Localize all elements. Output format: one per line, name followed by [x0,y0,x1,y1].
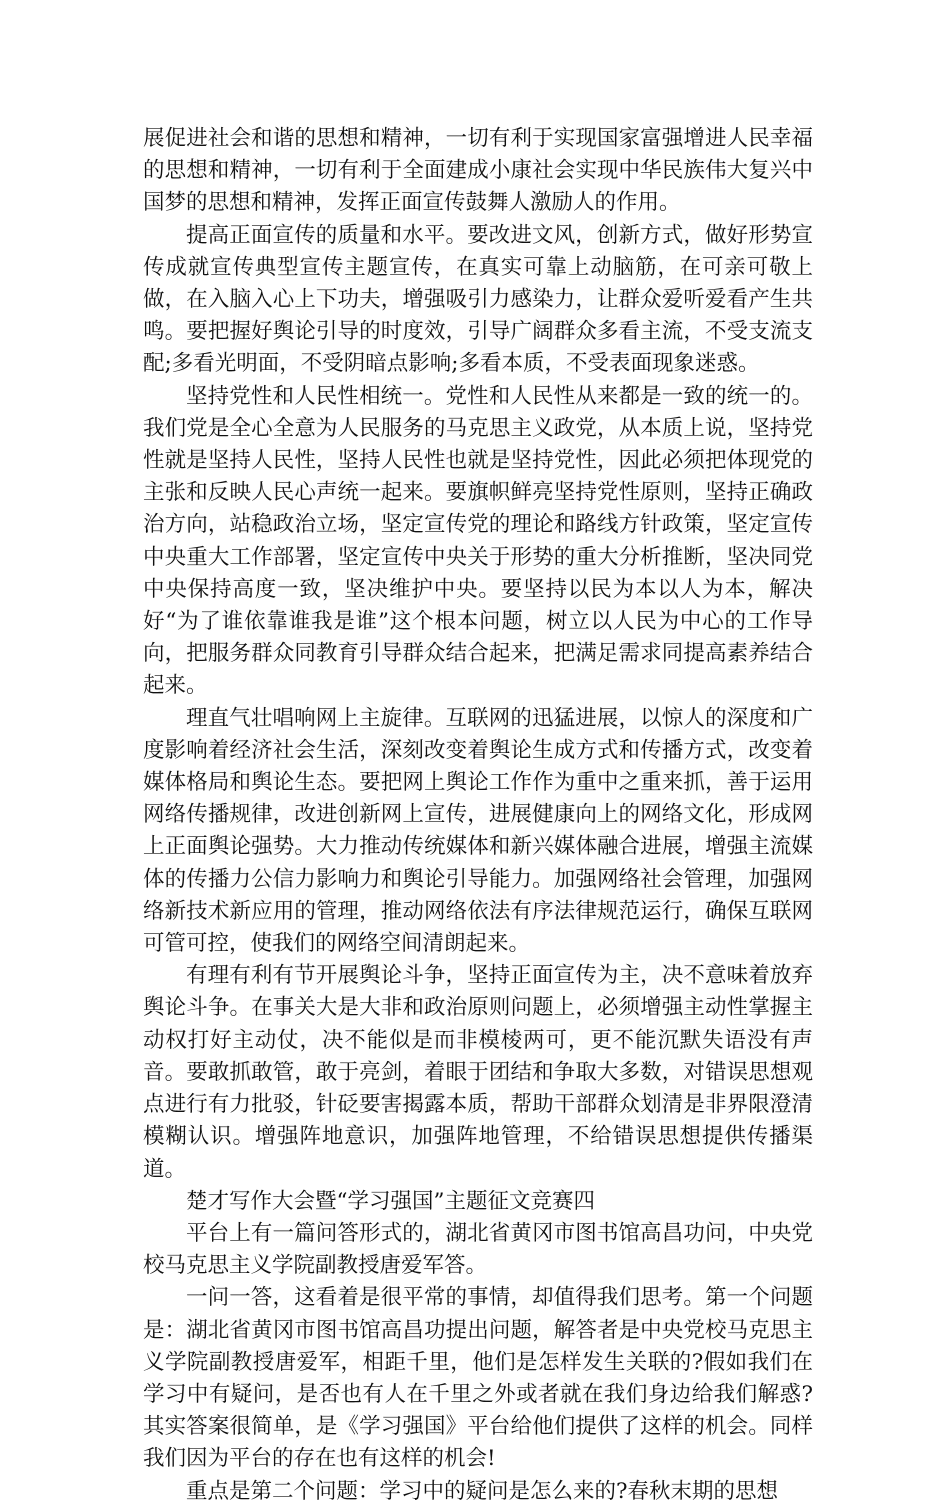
paragraph: 平台上有一篇问答形式的，湖北省黄冈市图书馆高昌功问，中央党校马克思主义学院副教授唐爱军答。 [143,1220,813,1279]
section-heading: 楚才写作大会暨“学习强国”主题征文竞赛四 [186,1188,595,1214]
paragraph: 提高正面宣传的质量和水平。要改进文风，创新方式，做好形势宣传成就宣传典型宣传主题宣传，在真实可靠上动脑筋，在可亲可敬上做，在入脑入心上下功夫，增强吸引力感染力，让群众爱听爱看产生共鸣。要把握好舆论引导的时度效，引导广阔群众多看主流，不受支流支配;多看光明面，不受阴暗点影响;多看本质，不受表面现象迷惑。 [143,222,813,377]
document-body [143,123,813,1508]
paragraph: 重点是第二个问题：学习中的疑问是怎么来的?春秋末期的思想 [186,1478,779,1504]
paragraph: 一问一答，这看着是很平常的事情，却值得我们思考。第一个问题是：湖北省黄冈市图书馆高昌功提出问题，解答者是中央党校马克思主义学院副教授唐爱军，相距千里，他们是怎样发生关联的?假如我们在学习中有疑问，是否也有人在千里之外或者就在我们身边给我们解惑?其实答案很简单，是《学习强国》平台给他们提供了这样的机会。同样我们因为平台的存在也有这样的机会! [143,1285,813,1472]
paragraph: 有理有利有节开展舆论斗争，坚持正面宣传为主，决不意味着放弃舆论斗争。在事关大是大非和政治原则问题上，必须增强主动性掌握主动权打好主动仗，决不能似是而非模棱两可，更不能沉默失语没有声音。要敢抓敢管，敢于亮剑，着眼于团结和争取大多数，对错误思想观点进行有力批驳，针砭要害揭露本质，帮助干部群众划清是非界限澄清模糊认识。增强阵地意识，加强阵地管理，不给错误思想提供传播渠道。 [143,963,813,1182]
paragraph: 坚持党性和人民性相统一。党性和人民性从来都是一致的统一的。我们党是全心全意为人民服务的马克思主义政党，从本质上说，坚持党性就是坚持人民性，坚持人民性也就是坚持党性，因此必须把体现党的主张和反映人民心声统一起来。要旗帜鲜亮坚持党性原则，坚持正确政治方向，站稳政治立场，坚定宣传党的理论和路线方针政策，坚定宣传中央重大工作部署，坚定宣传中央关于形势的重大分析推断，坚决同党中央保持高度一致，坚决维护中央。要坚持以民为本以人为本，解决好“为了谁依靠谁我是谁”这个根本问题，树立以人民为中心的工作导向，把服务群众同教育引导群众结合起来，把满足需求同提高素养结合起来。 [143,383,813,699]
paragraph: 理直气壮唱响网上主旋律。互联网的迅猛进展，以惊人的深度和广度影响着经济社会生活，深刻改变着舆论生成方式和传播方式，改变着媒体格局和舆论生态。要把网上舆论工作作为重中之重来抓，善于运用网络传播规律，改进创新网上宣传，进展健康向上的网络文化，形成网上正面舆论强势。大力推动传统媒体和新兴媒体融合进展，增强主流媒体的传播力公信力影响力和舆论引导能力。加强网络社会管理，加强网络新技术新应用的管理，推动网络依法有序法律规范运行，确保互联网可管可控，使我们的网络空间清朗起来。 [143,705,813,957]
paragraph: 展促进社会和谐的思想和精神，一切有利于实现国家富强增进人民幸福的思想和精神，一切有利于全面建成小康社会实现中华民族伟大复兴中国梦的思想和精神，发挥正面宣传鼓舞人激励人的作用。 [143,126,813,216]
